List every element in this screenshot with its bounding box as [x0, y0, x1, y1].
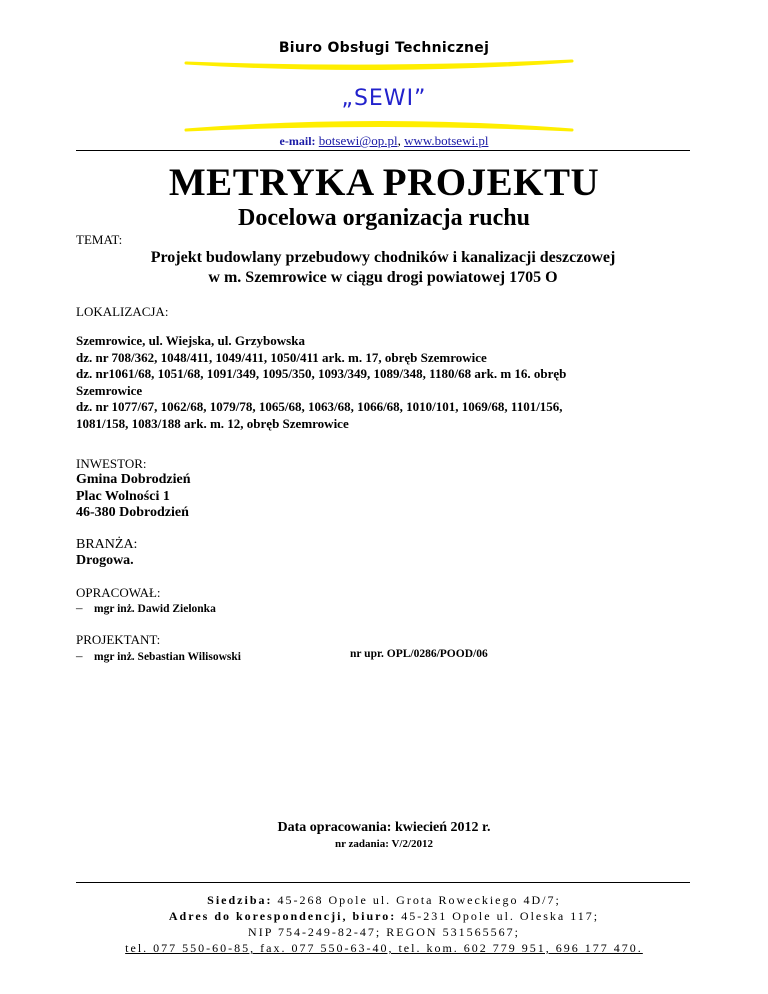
lokalizacja-text: [76, 333, 690, 432]
date-line: Data opracowania: kwiecień 2012 r.: [277, 820, 491, 835]
website-link[interactable]: www.botsewi.pl: [404, 133, 489, 148]
footer-ids: NIP 754-249-82-47; REGON 531565567;: [248, 925, 520, 939]
email-label: e-mail:: [279, 134, 316, 148]
footer-phones: [0, 941, 768, 956]
inwestor-text: [76, 472, 190, 522]
inwestor-label: INWESTOR:: [76, 456, 147, 471]
contact-line: [0, 133, 768, 149]
branza-value: Drogowa.: [76, 553, 134, 568]
list-dash: –: [76, 600, 83, 615]
header-divider: [76, 150, 690, 151]
footer-address-text: 45-231 Opole ul. Oleska 117;: [396, 909, 600, 923]
inwestor-line: 46-380 Dobrodzień: [76, 505, 189, 520]
temat-label: TEMAT:: [76, 232, 123, 247]
company-name: Biuro Obsługi Technicznej: [278, 40, 490, 56]
lokalizacja-line: 1081/158, 1083/188 ark. m. 12, obręb Szemrowice: [76, 415, 349, 431]
projektant-label: PROJEKTANT:: [76, 632, 161, 647]
footer-address: [0, 909, 768, 924]
lokalizacja-line: dz. nr1061/68, 1051/68, 1091/349, 1095/350, 1093/349, 1089/348, 1180/68 ark. m 16. obręb: [76, 366, 567, 381]
temat-text: [76, 248, 690, 288]
logo-swoosh-top: [186, 61, 572, 69]
opracowal-person: [76, 600, 216, 616]
footer-seat-label: Siedziba:: [207, 893, 273, 907]
temat-line: w m. Szemrowice w ciągu drogi powiatowej 1705 O: [208, 269, 558, 286]
page-subtitle: Docelowa organizacja ruchu: [238, 205, 530, 231]
footer-divider: [76, 882, 690, 883]
logo-swoosh-bottom: [186, 123, 572, 131]
opracowal-label: OPRACOWAŁ:: [76, 585, 161, 600]
footer-seat: [0, 893, 768, 908]
projektant-name: mgr inż. Sebastian Wilisowski: [94, 651, 241, 663]
footer-seat-text: 45-268 Opole ul. Grota Roweckiego 4D/7;: [272, 893, 561, 907]
page-title: METRYKA PROJEKTU: [168, 161, 600, 204]
lokalizacja-line: dz. nr 1077/67, 1062/68, 1079/78, 1065/68, 1063/68, 1066/68, 1010/101, 1069/68, 1101/156,: [76, 399, 563, 414]
footer-phones-text: tel. 077 550-60-85, fax. 077 550-63-40, tel. kom. 602 779 951, 696 177 470.: [125, 941, 643, 955]
footer-address-label: Adres do korespondencji, biuro:: [168, 909, 397, 923]
brand-name: „SEWI”: [341, 86, 427, 111]
opracowal-name: mgr inż. Dawid Zielonka: [94, 603, 216, 615]
lokalizacja-line: dz. nr 708/362, 1048/411, 1049/411, 1050/411 ark. m. 17, obręb Szemrowice: [76, 349, 487, 365]
list-dash: –: [76, 648, 83, 663]
task-number: nr zadania: V/2/2012: [335, 838, 433, 850]
branza-label: BRANŻA:: [76, 537, 138, 552]
lokalizacja-label: LOKALIZACJA:: [76, 304, 169, 319]
inwestor-line: Plac Wolności 1: [76, 488, 170, 504]
projektant-person: [76, 648, 241, 664]
lokalizacja-line: Szemrowice, ul. Wiejska, ul. Grzybowska: [76, 333, 305, 348]
projektant-license: nr upr. OPL/0286/POOD/06: [350, 648, 488, 660]
lokalizacja-line: Szemrowice: [76, 382, 143, 398]
inwestor-line: Gmina Dobrodzień: [76, 472, 191, 487]
email-link[interactable]: botsewi@op.pl: [318, 133, 398, 148]
logo-swoosh: [0, 0, 768, 140]
contact-separator: ,: [397, 133, 401, 148]
temat-line: Projekt budowlany przebudowy chodników i kanalizacji deszczowej: [150, 249, 616, 266]
